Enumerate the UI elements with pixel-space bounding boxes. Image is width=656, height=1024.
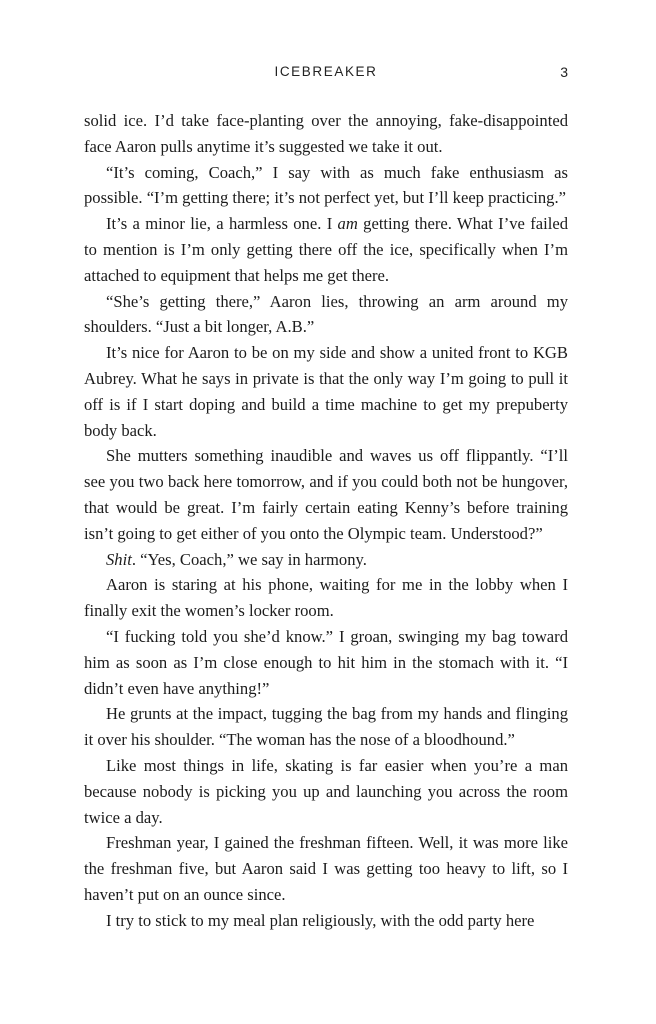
paragraph-text: I try to stick to my meal plan religiously, with the odd party here: [106, 910, 535, 930]
paragraph: [84, 753, 568, 830]
paragraph: [84, 289, 568, 341]
paragraph-text: Like most things in life, skating is far easier when you’re a man because nobody is picking you up and launching you across the room twice a day.: [84, 755, 568, 827]
paragraph-text: She mutters something inaudible and waves us off flippantly. “I’ll see you two back here tomorrow, and if you could both not be hungover, that would be great. I’m fairly certain eating Kenny’s before training isn’t going to get either of you onto the Olympic team. Understood?”: [84, 446, 568, 543]
paragraph-text: He grunts at the impact, tugging the bag from my hands and flinging it over his shoulder. “The woman has the nose of a bloodhound.”: [84, 704, 568, 750]
running-head: [84, 64, 568, 84]
paragraph: [84, 547, 568, 573]
paragraph: [84, 830, 568, 907]
paragraph: [84, 211, 568, 288]
paragraph-text: solid ice. I’d take face-planting over the annoying, fake-disappointed face Aaron pulls anytime it’s suggested we take it out.: [84, 111, 568, 156]
paragraph: [84, 340, 568, 443]
italic-text: am: [337, 214, 358, 234]
book-title: ICEBREAKER: [274, 64, 378, 79]
paragraph: [84, 160, 568, 212]
paragraph: [84, 701, 568, 753]
paragraph-text: Aaron is staring at his phone, waiting for me in the lobby when I finally exit the women’s locker room.: [84, 575, 568, 621]
page-number: 3: [560, 64, 568, 80]
paragraph: [84, 624, 568, 701]
italic-text: Shit: [106, 549, 132, 569]
paragraph-text: “It’s coming, Coach,” I say with as much fake enthusiasm as possible. “I’m getting there; it’s not perfect yet, but I’ll keep practicing.”: [84, 162, 568, 208]
paragraph: [84, 908, 568, 934]
paragraph-text: . “Yes, Coach,” we say in harmony.: [131, 549, 367, 569]
paragraph-text: Freshman year, I gained the freshman fifteen. Well, it was more like the freshman five, but Aaron said I was getting too heavy to lift, so I haven’t put on an ounce since.: [84, 833, 568, 904]
paragraph: [84, 572, 568, 624]
paragraph: [84, 443, 568, 546]
body-text: [84, 108, 568, 934]
paragraph-text: “She’s getting there,” Aaron lies, throwing an arm around my shoulders. “Just a bit longer, A.B.”: [84, 291, 568, 337]
paragraph-text: “I fucking told you she’d know.” I groan, swinging my bag toward him as soon as I’m close enough to hit him in the stomach with it. “I didn’t even have anything!”: [84, 626, 568, 698]
paragraph-text: It’s a minor lie, a harmless one. I: [106, 214, 338, 234]
paragraph: [84, 108, 568, 160]
paragraph-text: It’s nice for Aaron to be on my side and show a united front to KGB Aubrey. What he says in private is that the only way I’m going to pull it off is if I start doping and build a time machine to get my prepuberty body back.: [84, 343, 568, 440]
paragraph-text: getting there. What I’ve failed to mention is I’m only getting there off the ice, specifically when I’m attached to equipment that helps me get there.: [84, 214, 568, 285]
